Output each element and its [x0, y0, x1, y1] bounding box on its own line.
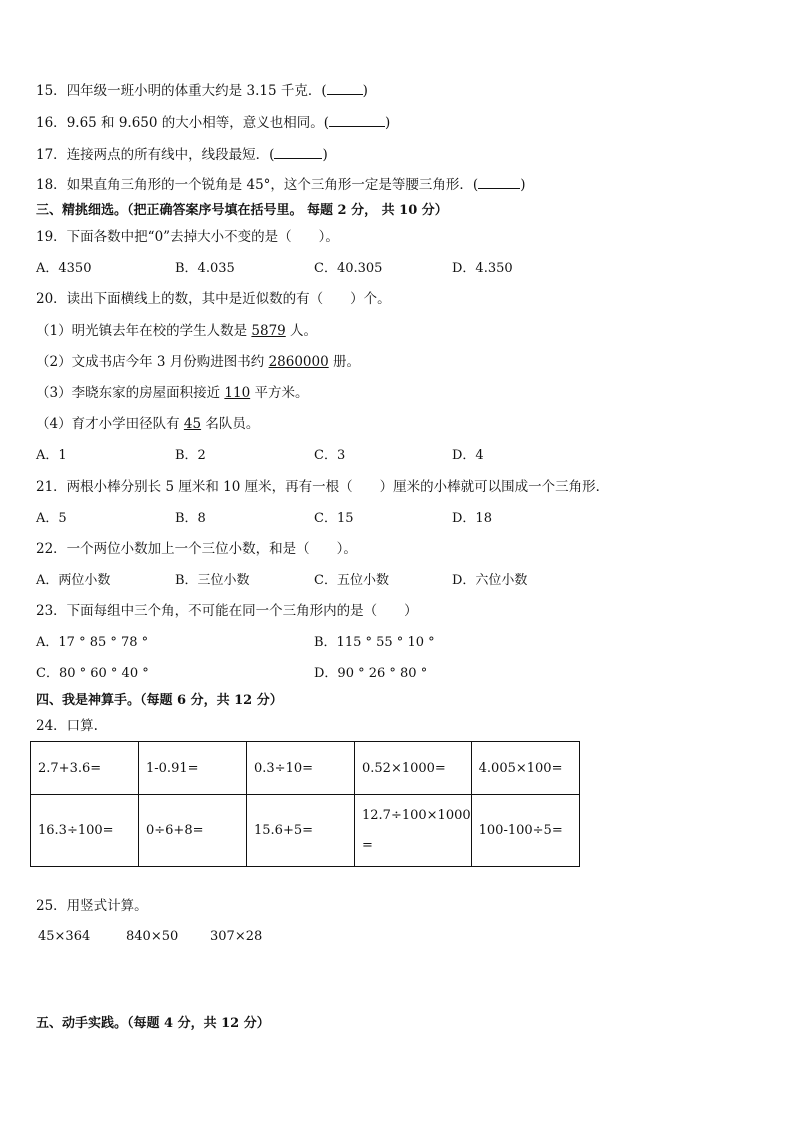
calc-cell[interactable]: 100-100÷5=: [471, 795, 579, 867]
answer-blank[interactable]: [329, 114, 385, 127]
section-3-heading: 三、精挑细选。（把正确答案序号填在括号里。 每题 2 分， 共 10 分）: [36, 203, 448, 218]
q21-option-b[interactable]: B．8: [175, 511, 206, 526]
q19-option-c[interactable]: C．40.305: [314, 261, 383, 276]
q21-option-d[interactable]: D．18: [452, 511, 492, 526]
calc-cell[interactable]: 15.6+5=: [247, 795, 355, 867]
q20-item-1: [36, 322, 317, 340]
close-paren: ): [385, 115, 391, 131]
answer-blank[interactable]: [274, 146, 322, 159]
q20-option-b[interactable]: B．2: [175, 448, 206, 463]
close-paren: ): [322, 147, 328, 163]
vertical-calc-1: 45×364: [38, 929, 91, 944]
section-5-heading: 五、动手实践。（每题 4 分，共 12 分）: [36, 1016, 270, 1031]
question-number: 18．: [36, 177, 67, 193]
table-row: [31, 795, 580, 867]
calc-cell[interactable]: 1-0.91=: [139, 742, 247, 795]
q21-option-c[interactable]: C．15: [314, 511, 354, 526]
question-text: 9.65 和 9.650 的大小相等，意义也相同。(: [66, 115, 330, 131]
item-text: 人。: [285, 323, 318, 339]
question-number: 15．: [36, 83, 67, 99]
item-text: （4）育才小学田径队有: [36, 416, 184, 432]
close-paren: ): [362, 83, 368, 99]
question-text: 如果直角三角形的一个锐角是 45°，这个三角形一定是等腰三角形．(: [66, 177, 479, 193]
underlined-number: 110: [224, 385, 251, 401]
table-row: [31, 742, 580, 795]
question-16: [36, 114, 390, 132]
calc-cell[interactable]: 4.005×100=: [471, 742, 579, 795]
question-20-stem: 20．读出下面横线上的数，其中是近似数的有（ ）个。: [36, 291, 391, 307]
item-text: （2）文成书店今年 3 月份购进图书约: [36, 354, 269, 370]
question-21-stem: 21．两根小棒分别长 5 厘米和 10 厘米，再有一根（ ）厘米的小棒就可以围成一个三角形．: [36, 479, 610, 495]
q20-option-d[interactable]: D．4: [452, 448, 484, 463]
underlined-number: 45: [183, 416, 202, 432]
item-text: 平方米。: [250, 385, 309, 401]
question-22-stem: 22．一个两位小数加上一个三位小数，和是（ ）。: [36, 541, 357, 557]
calc-cell[interactable]: 0.3÷10=: [247, 742, 355, 795]
vertical-calc-3: 307×28: [210, 929, 263, 944]
vertical-calc-2: 840×50: [126, 929, 179, 944]
question-number: 17．: [36, 147, 67, 163]
item-text: 名队员。: [201, 416, 260, 432]
underlined-number: 5879: [251, 323, 286, 339]
question-18: [36, 176, 525, 194]
answer-blank[interactable]: [478, 176, 520, 189]
q19-option-b[interactable]: B．4.035: [175, 261, 235, 276]
q22-option-a[interactable]: A．两位小数: [36, 573, 111, 588]
answer-blank[interactable]: [327, 82, 363, 95]
calc-equals: =: [362, 837, 373, 853]
underlined-number: 2860000: [268, 354, 329, 370]
item-text: 册。: [328, 354, 360, 370]
q22-option-d[interactable]: D．六位小数: [452, 573, 528, 588]
question-19-stem: 19．下面各数中把“0”去掉大小不变的是（ ）。: [36, 229, 339, 245]
question-24-stem: 24．口算.: [36, 718, 98, 734]
close-paren: ): [520, 177, 526, 193]
calc-cell[interactable]: 0÷6+8=: [139, 795, 247, 867]
mental-math-table: [30, 741, 580, 867]
item-text: （1）明光镇去年在校的学生人数是: [36, 323, 252, 339]
q23-option-c[interactable]: C．80 ° 60 ° 40 °: [36, 666, 149, 681]
q23-option-d[interactable]: D．90 ° 26 ° 80 °: [314, 666, 428, 681]
section-4-heading: 四、我是神算手。（每题 6 分，共 12 分）: [36, 693, 283, 708]
question-text: 连接两点的所有线中，线段最短．(: [66, 147, 275, 163]
item-text: （3）李晓东家的房屋面积接近: [36, 385, 225, 401]
q20-option-c[interactable]: C．3: [314, 448, 346, 463]
question-23-stem: 23．下面每组中三个角，不可能在同一个三角形内的是（ ）: [36, 603, 418, 619]
calc-cell[interactable]: [355, 795, 472, 867]
q22-option-b[interactable]: B．三位小数: [175, 573, 250, 588]
q20-option-a[interactable]: A．1: [36, 448, 67, 463]
q20-item-4: [36, 415, 259, 433]
question-25-stem: 25．用竖式计算。: [36, 898, 148, 914]
q19-option-a[interactable]: A．4350: [36, 261, 92, 276]
q21-option-a[interactable]: A．5: [36, 511, 67, 526]
question-text: 四年级一班小明的体重大约是 3.15 千克．(: [66, 83, 327, 99]
question-15: [36, 82, 368, 100]
calc-cell[interactable]: 2.7+3.6=: [31, 742, 139, 795]
q23-option-a[interactable]: A．17 ° 85 ° 78 °: [36, 635, 149, 650]
q23-option-b[interactable]: B．115 ° 55 ° 10 °: [314, 635, 435, 650]
q22-option-c[interactable]: C．五位小数: [314, 573, 389, 588]
q20-item-2: [36, 353, 360, 371]
q20-item-3: [36, 384, 308, 402]
q19-option-d[interactable]: D．4.350: [452, 261, 513, 276]
calc-cell[interactable]: 16.3÷100=: [31, 795, 139, 867]
calc-cell[interactable]: 0.52×1000=: [355, 742, 472, 795]
question-number: 16．: [36, 115, 67, 131]
question-17: [36, 146, 328, 164]
calc-expression: 12.7÷100×1000: [362, 807, 471, 823]
